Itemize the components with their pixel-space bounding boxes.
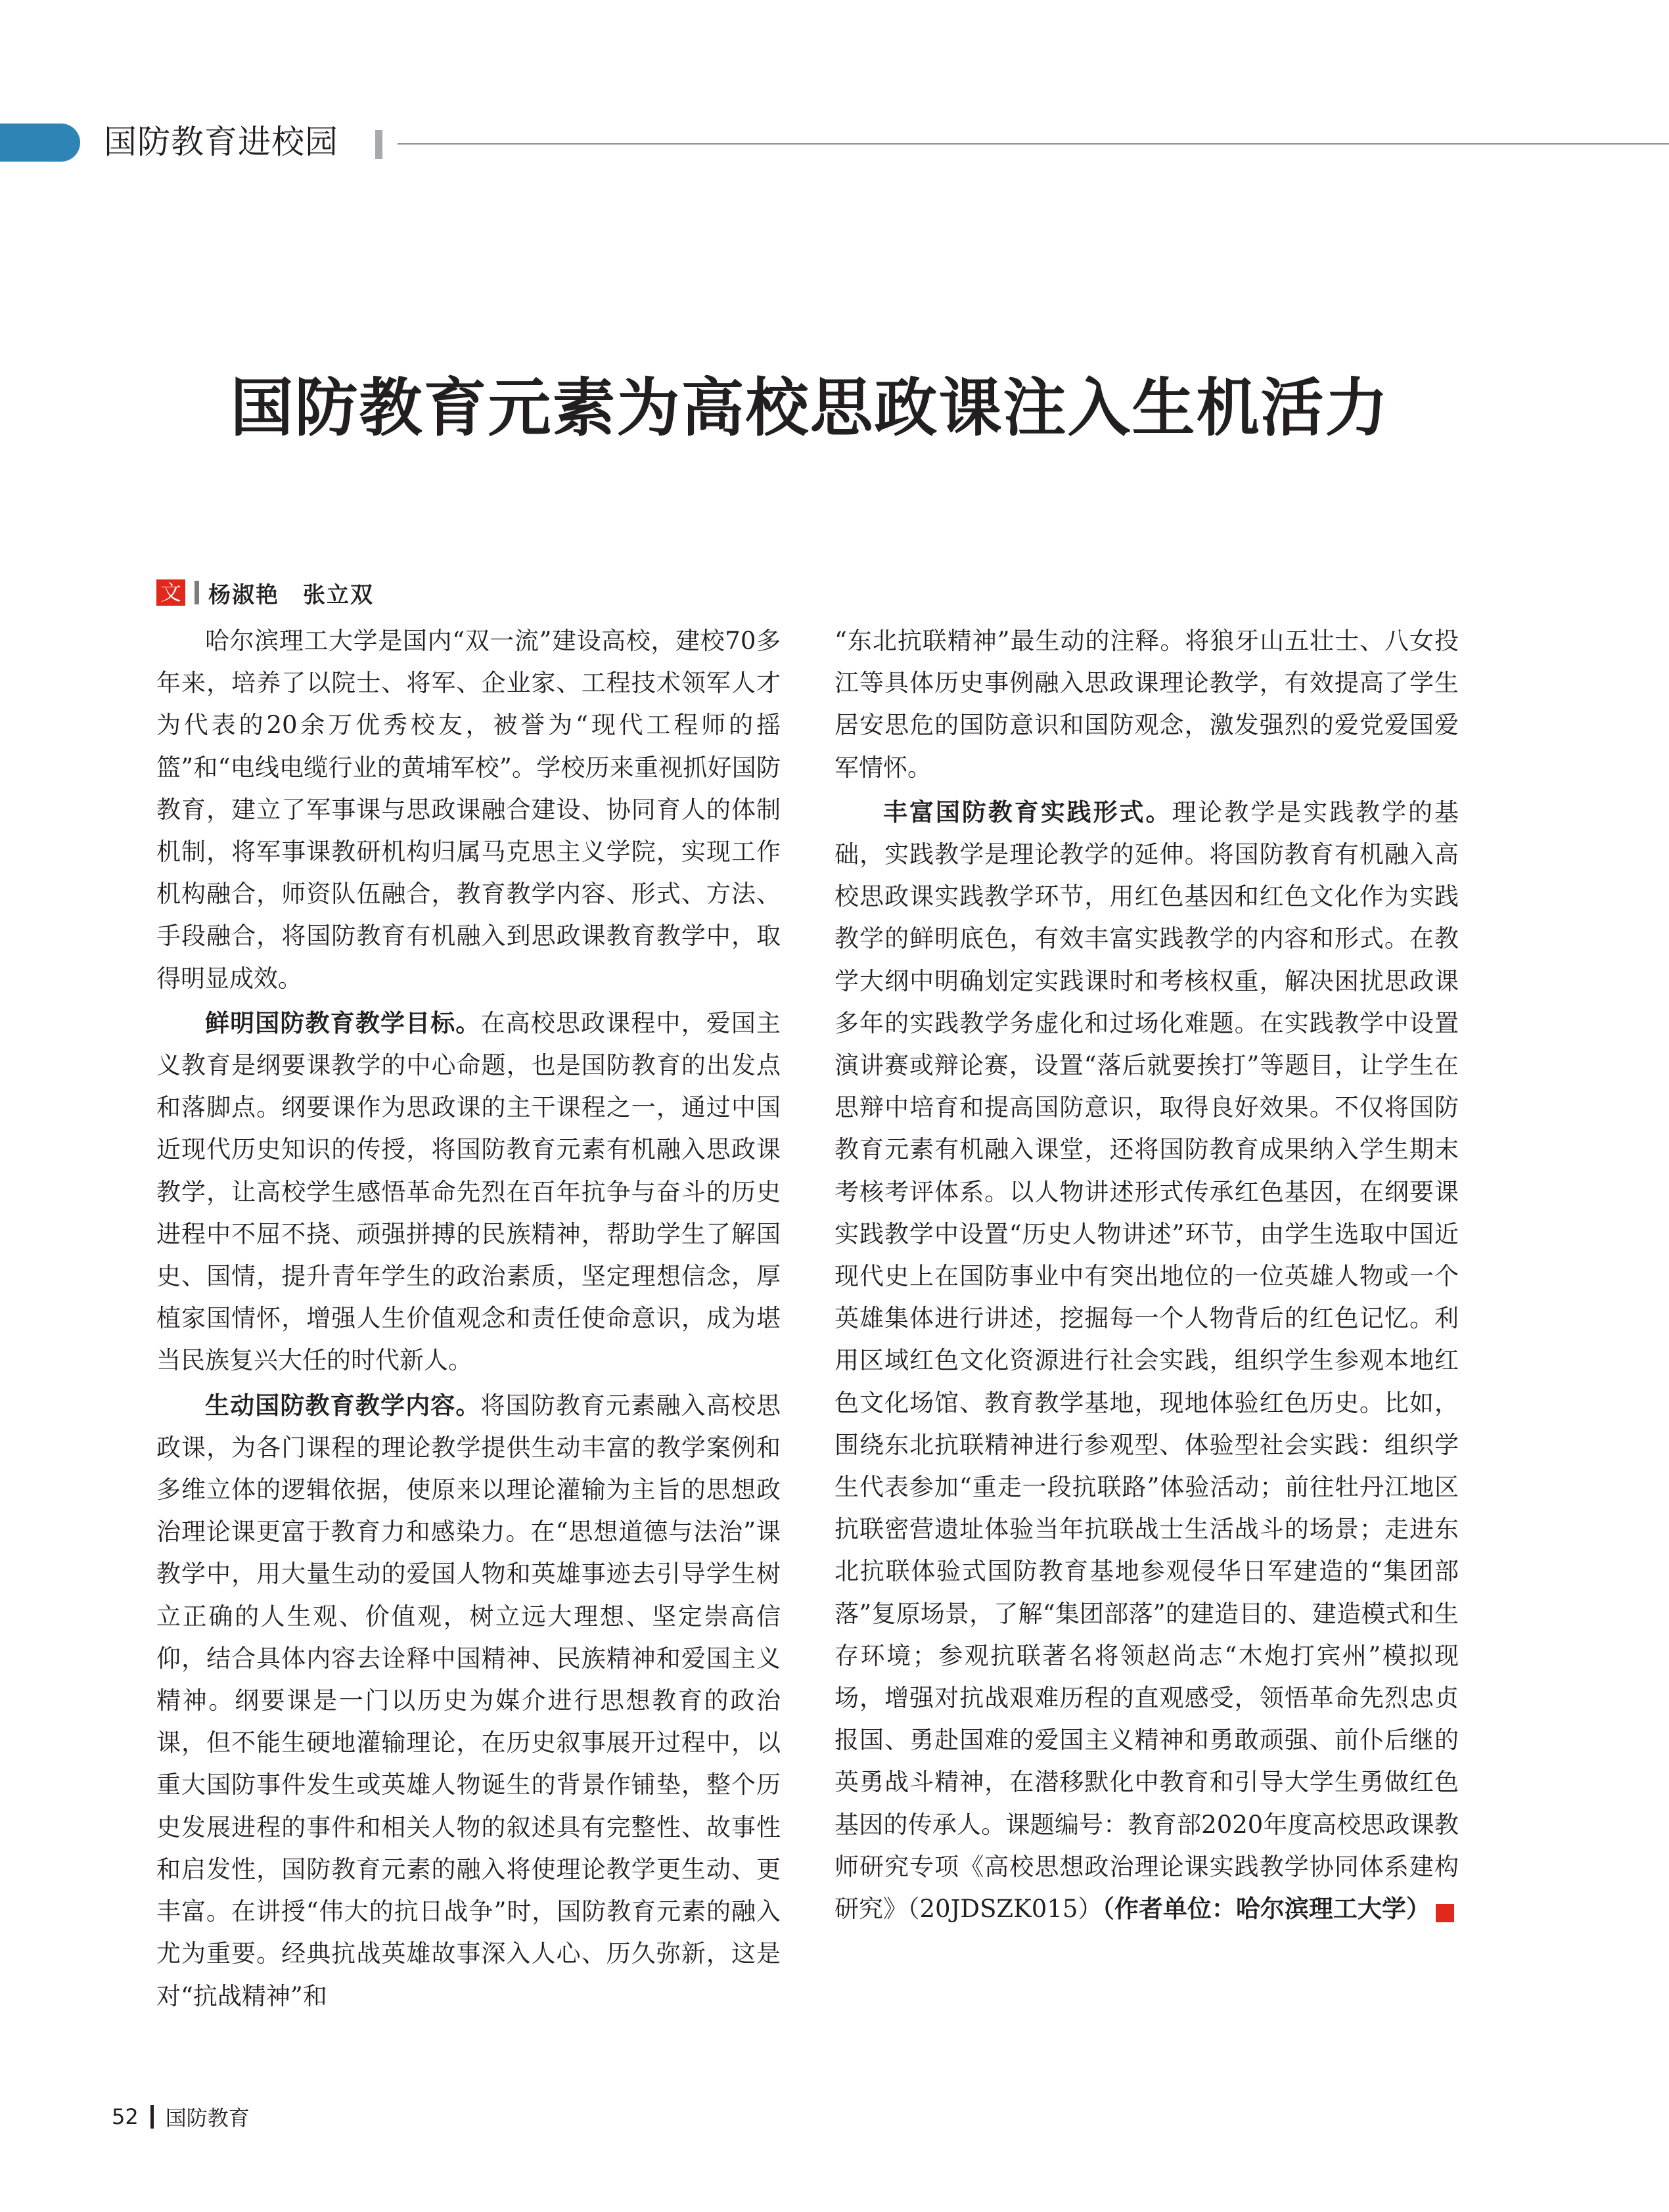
article-title: 国防教育元素为高校思政课注入生机活力 (230, 371, 1390, 445)
paragraph (834, 792, 1498, 1930)
paragraph-lead: 生动国防教育教学内容。 (205, 1391, 481, 1420)
author-marker-icon: 文 (156, 579, 185, 606)
paragraph-body: 在高校思政课程中，爱国主义教育是纲要课教学的中心命题，也是国防教育的出发点和落脚点。纲要课作为思政课的主干课程之一，通过中国近现代历史知识的传授，将国防教育元素有机融入思政课教学，让高校学生感悟革命先烈在百年抗争与奋斗的历史进程中不屈不挠、顽强拼搏的民族精神，帮助学生了解国史、国情，提升青年学生的政治素质，坚定理想信念，厚植家国情怀，增强人生价值观念和责任使命意识，成为堪当民族复兴大任的时代新人。 (156, 1008, 781, 1375)
paragraph: “东北抗联精神”最生动的注释。将狼牙山五壮士、八女投江等具体历史事例融入思政课理论教学，有效提高了学生居安思危的国防意识和国防观念，激发强烈的爱党爱国爱军情怀。 (834, 627, 1459, 782)
footer-divider (150, 2105, 154, 2129)
paragraph (156, 1003, 781, 1382)
right-column (834, 620, 1498, 1933)
section-title: 国防教育进校园 (104, 123, 338, 161)
paragraph-lead: 丰富国防教育实践形式。 (883, 798, 1172, 826)
authors: 杨淑艳 张立双 (208, 581, 374, 608)
section-divider-bar (375, 130, 382, 159)
paragraph (156, 1385, 781, 2018)
section-tab-marker (0, 124, 80, 162)
paragraph-body: 将国防教育元素融入高校思政课，为各门课程的理论教学提供生动丰富的教学案例和多维立体的逻辑依据，使原来以理论灌输为主旨的思想政治理论课更富于教育力和感染力。在“思想道德与法治”课教学中，用大量生动的爱国人物和英雄事迹去引导学生树立正确的人生观、价值观，树立远大理想、坚定崇高信仰，结合具体内容去诠释中国精神、民族精神和爱国主义精神。纲要课是一门以历史为媒介进行思想教育的政治课，但不能生硬地灌输理论，在历史叙事展开过程中，以重大国防事件发生或英雄人物诞生的背景作铺垫，整个历史发展进程的事件和相关人物的叙述具有完整性、故事性和启发性，国防教育元素的融入将使理论教学更生动、更丰富。在讲授“伟大的抗日战争”时，国防教育元素的融入尤为重要。经典抗战英雄故事深入人心、历久弥新，这是对“抗战精神”和 (156, 1391, 781, 2010)
author-affiliation: （作者单位：哈尔滨理工大学） (1102, 1895, 1430, 1924)
header-rule (398, 143, 1669, 145)
paragraph-body: 理论教学是实践教学的基础，实践教学是理论教学的延伸。将国防教育有机融入高校思政课实践教学环节，用红色基因和红色文化作为实践教学的鲜明底色，有效丰富实践教学的内容和形式。在教学大纲中明确划定实践课时和考核权重，解决困扰思政课多年的实践教学务虚化和过场化难题。在实践教学中设置演讲赛或辩论赛，设置“落后就要挨打”等题目，让学生在思辩中培育和提高国防意识，取得良好效果。不仅将国防教育元素有机融入课堂，还将国防教育成果纳入学生期末考核考评体系。以人物讲述形式传承红色基因，在纲要课实践教学中设置“历史人物讲述”环节，由学生选取中国近现代史上在国防事业中有突出地位的一位英雄人物或一个英雄集体进行讲述，挖掘每一个人物背后的红色记忆。利用区域红色文化资源进行社会实践，组织学生参观本地红色文化场馆、教育教学基地，现地体验红色历史。比如，围绕东北抗联精神进行参观型、体验型社会实践：组织学生代表参加“重走一段抗联路”体验活动；前往牡丹江地区抗联密营遗址体验当年抗联战士生活战斗的场景；走进东北抗联体验式国防教育基地参观侵华日军建造的“集团部落”复原场景，了解“集团部落”的建造目的、建造模式和生存环境；参观抗联著名将领赵尚志“木炮打宾州”模拟现场，增强对抗战艰难历程的直观感受，领悟革命先烈忠贞报国、勇赴国难的爱国主义精神和勇敢顽强、前仆后继的英勇战斗精神，在潜移默化中教育和引导大学生勇做红色基因的传承人。课题编号：教育部2020年度高校思政课教师研究专项《高校思想政治理论课实践教学协同体系建构研究》（20JDSZK015） (834, 798, 1459, 1924)
end-mark-icon: G (1436, 1904, 1454, 1922)
left-column (156, 620, 781, 2020)
paragraph-lead: 鲜明国防教育教学目标。 (205, 1008, 481, 1037)
byline-divider (194, 581, 199, 604)
page-footer (112, 2104, 250, 2130)
paragraph: 哈尔滨理工大学是国内“双一流”建设高校，建校70多年来，培养了以院士、将军、企业家、工程技术领军人才为代表的20余万优秀校友，被誉为“现代工程师的摇篮”和“电线电缆行业的黄埔军校”。学校历来重视抓好国防教育，建立了军事课与思政课融合建设、协同育人的体制机制，将军事课教研机构归属马克思主义学院，实现工作机构融合，师资队伍融合，教育教学内容、形式、方法、手段融合，将国防教育有机融入到思政课教育教学中，取得明显成效。 (156, 627, 781, 993)
byline (156, 578, 374, 607)
publication-name: 国防教育 (165, 2106, 250, 2131)
page-number: 52 (112, 2104, 139, 2129)
